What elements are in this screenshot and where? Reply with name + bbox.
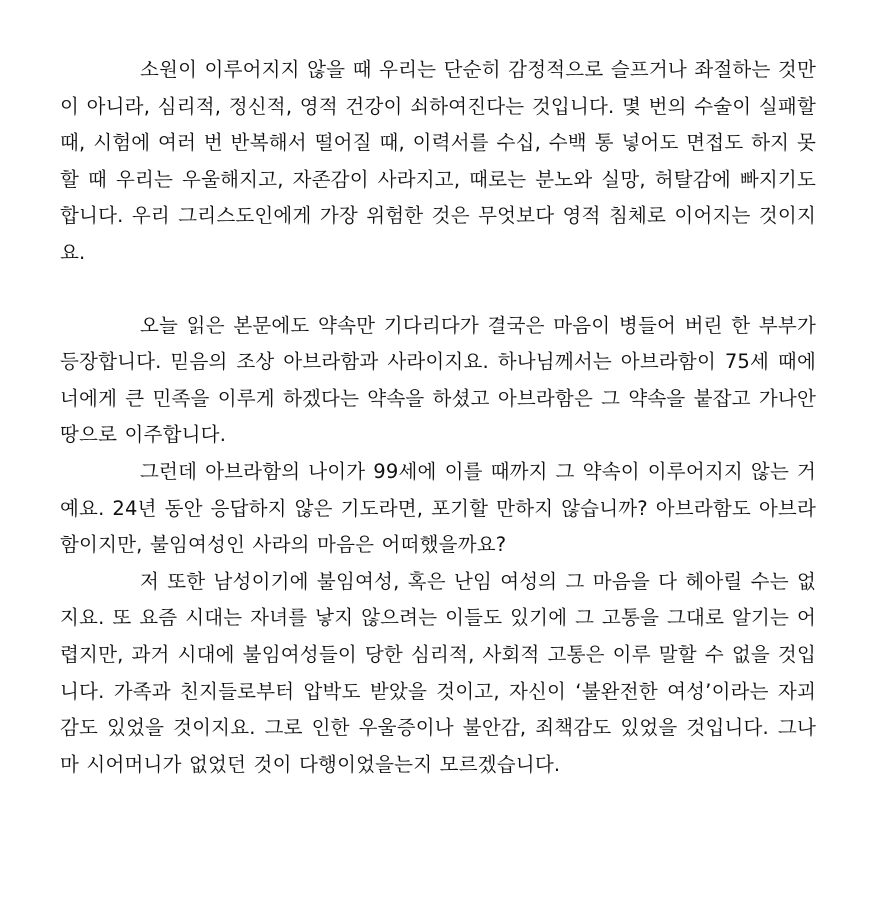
document-page (60, 52, 816, 783)
paragraph-gap (60, 272, 816, 308)
paragraph-3: 그런데 아브라함의 나이가 99세에 이를 때까지 그 약속이 이루어지지 않는 거예요. 24년 동안 응답하지 않은 기도라면, 포기할 만하지 않습니까? 아브라함도 아브라함이지만, 불임여성인 사라의 마음은 어떠했을까요? (60, 459, 816, 557)
paragraph-4: 저 또한 남성이기에 불임여성, 혹은 난임 여성의 그 마음을 다 헤아릴 수는 없지요. 또 요즘 시대는 자녀를 낳지 않으려는 이들도 있기에 그 고통을 그대로 알기는 어렵지만, 과거 시대에 불임여성들이 당한 심리적, 사회적 고통은 이루 말할 수 없을 것입니다. 가족과 친지들로부터 압박도 받았을 것이고, 자신이 ‘불완전한 여성’이라는 자괴감도 있었을 것이지요. 그로 인한 우울증이나 불안감, 죄책감도 있었을 것입니다. 그나마 시어머니가 없었던 것이 다행이었을는지 모르겠습니다. (60, 569, 816, 776)
paragraph-2: 오늘 읽은 본문에도 약속만 기다리다가 결국은 마음이 병들어 버린 한 부부가 등장합니다. 믿음의 조상 아브라함과 사라이지요. 하나님께서는 아브라함이 75세 때에 너에게 큰 민족을 이루게 하겠다는 약속을 하셨고 아브라함은 그 약속을 붙잡고 가나안땅으로 이주합니다. (60, 313, 816, 447)
paragraph-1: 소원이 이루어지지 않을 때 우리는 단순히 감정적으로 슬프거나 좌절하는 것만이 아니라, 심리적, 정신적, 영적 건강이 쇠하여진다는 것입니다. 몇 번의 수술이 실패할 때, 시험에 여러 번 반복해서 떨어질 때, 이력서를 수십, 수백 통 넣어도 면접도 하지 못할 때 우리는 우울해지고, 자존감이 사라지고, 때로는 분노와 실망, 허탈감에 빠지기도 합니다. 우리 그리스도인에게 가장 위험한 것은 무엇보다 영적 침체로 이어지는 것이지요. (60, 58, 816, 264)
